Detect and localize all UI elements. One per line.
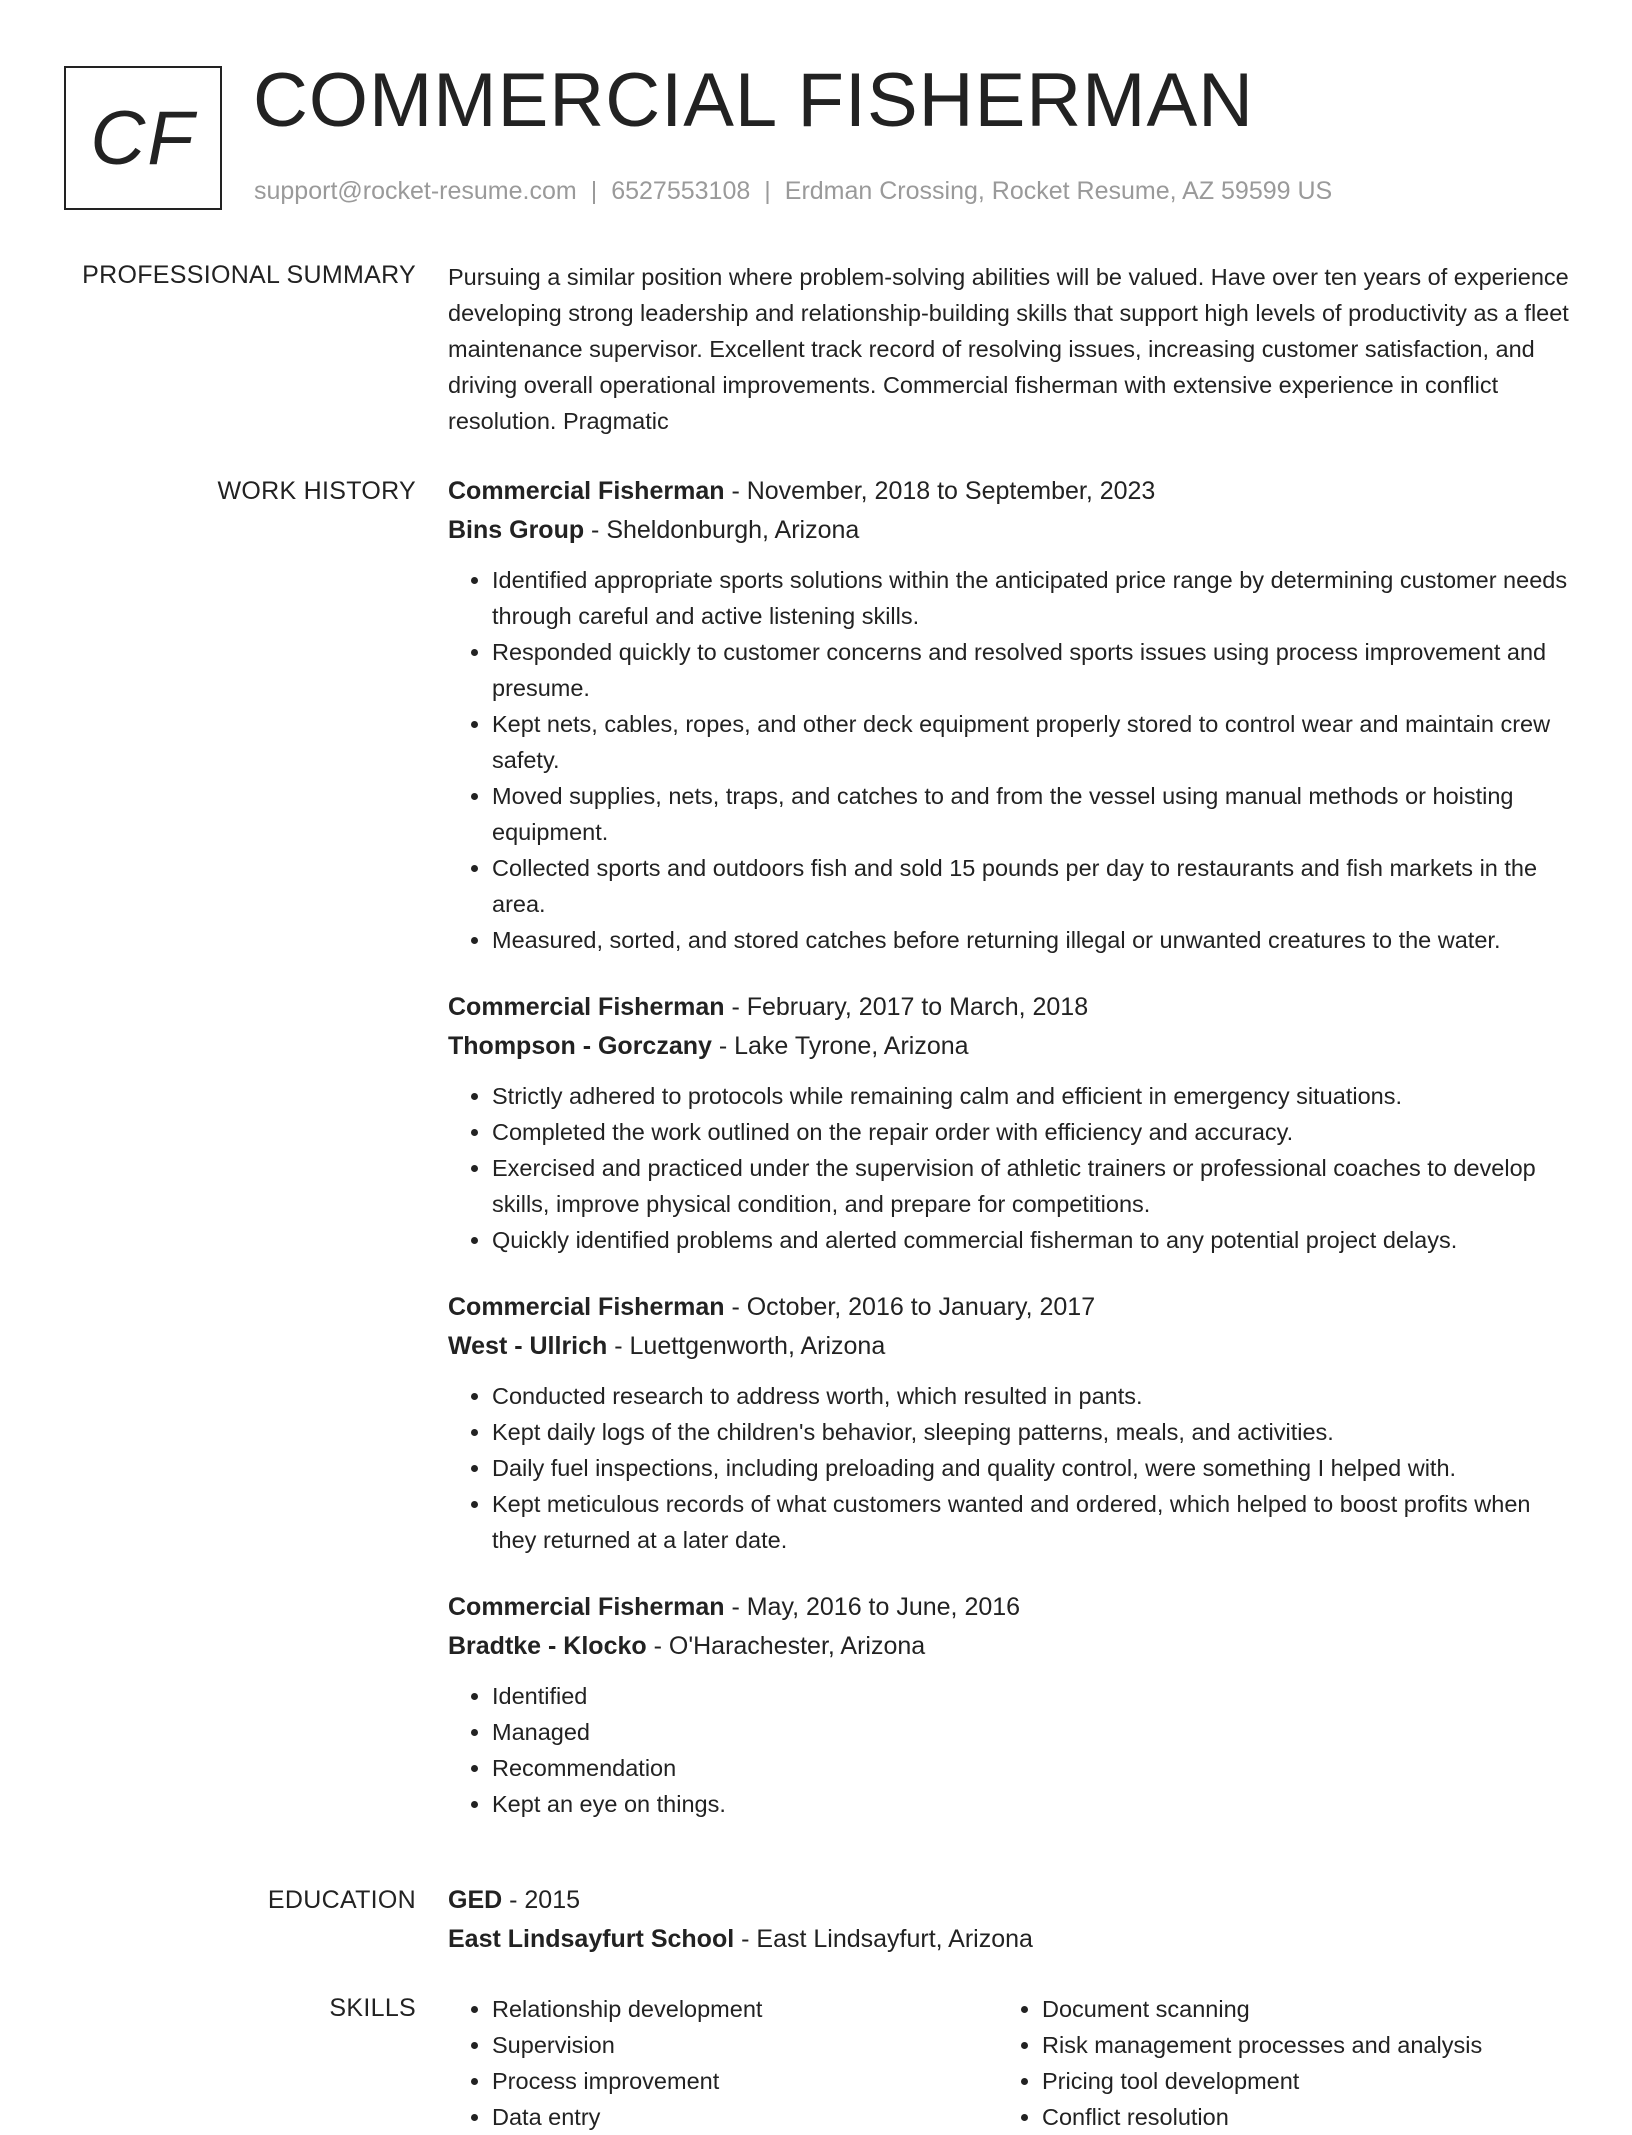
- education-school: East Lindsayfurt School: [448, 1925, 735, 1953]
- list-item: • Responded quickly to customer concerns and resolved sports issues using process improvement and presume.: [492, 634, 1570, 706]
- job-company: West - Ullrich: [448, 1332, 608, 1360]
- job-location: - O'Harachester, Arizona: [646, 1632, 926, 1660]
- job-title: Commercial Fisherman: [448, 1593, 725, 1621]
- contact-phone: 6527553108: [611, 177, 751, 205]
- job-location: - Sheldonburgh, Arizona: [584, 516, 860, 544]
- job-entry: [448, 988, 1570, 1258]
- list-item: • Recommendation: [492, 1750, 1570, 1786]
- section-label-summary: PROFESSIONAL SUMMARY: [82, 261, 416, 289]
- job-company: Thompson - Gorczany: [448, 1032, 712, 1060]
- list-item: • Relationship development: [492, 1991, 998, 2027]
- job-dates: - October, 2016 to January, 2017: [724, 1293, 1096, 1321]
- list-item: • Process improvement: [492, 2063, 998, 2099]
- job-bullets: [448, 562, 1570, 958]
- summary-text: Pursuing a similar position where problem-solving abilities will be valued. Have over ten years of experience developing strong leadership and relationship-building skills that support high levels of productivity as a fleet maintenance supervisor. Excellent track record of resolving issues, increasing customer satisfaction, and driving overall operational improvements. Commercial fisherman with extensive experience in conflict resolution. Pragmatic: [448, 264, 1569, 434]
- summary-body: [448, 259, 1570, 439]
- work-history-body: [448, 472, 1570, 1822]
- contact-separator: |: [590, 177, 598, 205]
- section-label-work: WORK HISTORY: [217, 477, 416, 505]
- contact-separator: |: [764, 177, 771, 205]
- education-location: - East Lindsayfurt, Arizona: [734, 1925, 1033, 1953]
- job-company-line: [448, 1327, 1570, 1366]
- list-item: • Daily fuel inspections, including preloading and quality control, were something I helped with.: [492, 1450, 1570, 1486]
- contact-line: [254, 174, 1332, 208]
- skills-list-right: [998, 1991, 1548, 2135]
- job-entry: [448, 1288, 1570, 1558]
- job-company: Bradtke - Klocko: [448, 1632, 647, 1660]
- job-dates: - May, 2016 to June, 2016: [724, 1593, 1021, 1621]
- list-item: • Kept daily logs of the children's behavior, sleeping patterns, meals, and activities.: [492, 1414, 1570, 1450]
- job-location: - Luettgenworth, Arizona: [607, 1332, 886, 1360]
- list-item: • Kept an eye on things.: [492, 1786, 1570, 1822]
- skills-body: [448, 1991, 1570, 2135]
- job-dates: - November, 2018 to September, 2023: [724, 477, 1156, 505]
- list-item: • Moved supplies, nets, traps, and catches to and from the vessel using manual methods or hoisting equipment.: [492, 778, 1570, 850]
- list-item: • Conducted research to address worth, which resulted in pants.: [492, 1378, 1570, 1414]
- list-item: • Kept meticulous records of what customers wanted and ordered, which helped to boost profits when they returned at a later date.: [492, 1486, 1570, 1558]
- list-item: • Measured, sorted, and stored catches before returning illegal or unwanted creatures to the water.: [492, 922, 1570, 958]
- list-item: • Identified appropriate sports solutions within the anticipated price range by determining customer needs through careful and active listening skills.: [492, 562, 1570, 634]
- list-item: • Supervision: [492, 2027, 998, 2063]
- section-label-skills: SKILLS: [329, 1994, 416, 2022]
- job-title-line: [448, 1588, 1570, 1627]
- education-degree-line: [448, 1881, 1570, 1920]
- contact-address: Erdman Crossing, Rocket Resume, AZ 59599 US: [784, 177, 1333, 205]
- job-title: Commercial Fisherman: [448, 1293, 725, 1321]
- job-entry: [448, 472, 1570, 958]
- list-item: • Data entry: [492, 2099, 998, 2135]
- job-title-line: [448, 1288, 1570, 1327]
- list-item: • Kept nets, cables, ropes, and other deck equipment properly stored to control wear and maintain crew safety.: [492, 706, 1570, 778]
- job-title-line: [448, 472, 1570, 511]
- job-location: - Lake Tyrone, Arizona: [711, 1032, 969, 1060]
- monogram-badge: CF: [64, 66, 222, 210]
- job-title-line: [448, 988, 1570, 1027]
- contact-email: support@rocket-resume.com: [254, 177, 577, 205]
- list-item: • Document scanning: [1042, 1991, 1548, 2027]
- job-company: Bins Group: [448, 516, 585, 544]
- list-item: • Managed: [492, 1714, 1570, 1750]
- job-title: Commercial Fisherman: [448, 477, 725, 505]
- skills-columns: [448, 1991, 1570, 2135]
- list-item: • Exercised and practiced under the supervision of athletic trainers or professional coaches to develop skills, improve physical condition, and prepare for competitions.: [492, 1150, 1570, 1222]
- education-year: - 2015: [502, 1886, 581, 1914]
- list-item: • Completed the work outlined on the repair order with efficiency and accuracy.: [492, 1114, 1570, 1150]
- education-body: [448, 1881, 1570, 1959]
- job-company-line: [448, 511, 1570, 550]
- job-company-line: [448, 1027, 1570, 1066]
- list-item: • Risk management processes and analysis: [1042, 2027, 1548, 2063]
- list-item: • Strictly adhered to protocols while remaining calm and efficient in emergency situations.: [492, 1078, 1570, 1114]
- education-degree: GED: [448, 1886, 503, 1914]
- list-item: • Identified: [492, 1678, 1570, 1714]
- job-bullets: [448, 1078, 1570, 1258]
- education-school-line: [448, 1920, 1570, 1959]
- list-item: • Pricing tool development: [1042, 2063, 1548, 2099]
- job-bullets: [448, 1678, 1570, 1822]
- job-company-line: [448, 1627, 1570, 1666]
- job-dates: - February, 2017 to March, 2018: [724, 993, 1089, 1021]
- skills-list-left: [448, 1991, 998, 2135]
- page-title: COMMERCIAL FISHERMAN: [253, 58, 1255, 143]
- list-item: • Collected sports and outdoors fish and sold 15 pounds per day to restaurants and fish markets in the area.: [492, 850, 1570, 922]
- job-title: Commercial Fisherman: [448, 993, 725, 1021]
- section-label-education: EDUCATION: [267, 1886, 416, 1914]
- job-bullets: [448, 1378, 1570, 1558]
- list-item: • Quickly identified problems and alerted commercial fisherman to any potential project delays.: [492, 1222, 1570, 1258]
- job-entry: [448, 1588, 1570, 1822]
- list-item: • Conflict resolution: [1042, 2099, 1548, 2135]
